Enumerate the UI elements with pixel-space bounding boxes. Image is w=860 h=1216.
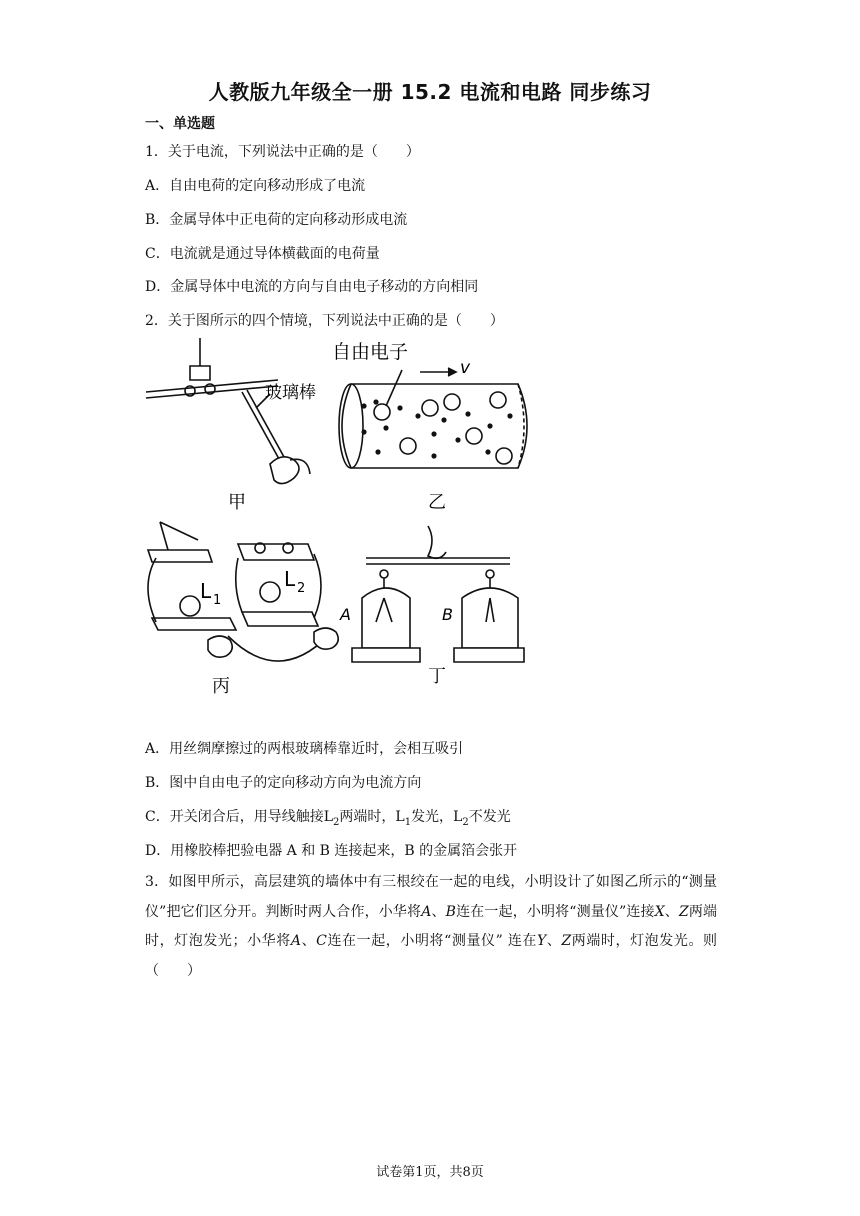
- label-free-electron: 自由电子: [332, 341, 409, 363]
- q2-option-d: D．用橡胶棒把验电器 A 和 B 连接起来，B 的金属箔会张开: [145, 843, 518, 859]
- page-footer: 试卷第1页，共8页: [376, 1165, 484, 1180]
- figure-ding: [352, 526, 524, 662]
- section-heading: 一、单选题: [145, 116, 215, 132]
- figure-bing: [148, 522, 338, 661]
- label-jia: 甲: [228, 492, 246, 513]
- label-velocity: v: [460, 358, 471, 378]
- q1-option-d: D．金属导体中电流的方向与自由电子移动的方向相同: [145, 279, 479, 295]
- label-yi: 乙: [428, 492, 446, 513]
- label-L2: L: [284, 567, 296, 591]
- q2-figure: [138, 336, 538, 700]
- q2-stem: 2．关于图所示的四个情境，下列说法中正确的是（ ）: [145, 313, 504, 329]
- q2-option-b: B．图中自由电子的定向移动方向为电流方向: [145, 775, 422, 791]
- label-L2-sub: 2: [297, 581, 306, 596]
- q1-option-a: A．自由电荷的定向移动形成了电流: [145, 178, 366, 194]
- q1-option-b: B．金属导体中正电荷的定向移动形成电流: [145, 212, 408, 228]
- figure-jia: [146, 338, 310, 484]
- label-electroscope-B: B: [442, 605, 453, 624]
- q2-option-a: A．用丝绸摩擦过的两根玻璃棒靠近时，会相互吸引: [145, 741, 464, 757]
- q1-option-c: C．电流就是通过导体横截面的电荷量: [145, 246, 380, 262]
- label-electroscope-A: A: [340, 605, 351, 624]
- label-glass-rod: 玻璃棒: [265, 383, 316, 403]
- q3-stem: 3．如图甲所示，高层建筑的墙体中有三根绞在一起的电线，小明设计了如图乙所示的“测量仪”把它们区分开。判断时两人合作，小华将A、B连在一起，小明将“测量仪”连接X、Z两端时，灯泡发光；小华将A、C连在一起，小明将“测量仪” 连在Y、Z两端时，灯泡发光。则（ ）: [145, 874, 718, 979]
- label-L1-sub: 1: [213, 593, 222, 608]
- q2-option-c: C．开关闭合后，用导线触接$L_2$两端时，$L_1$发光，$L_2$不发光: [145, 809, 511, 828]
- figure-yi: [339, 368, 527, 468]
- label-ding: 丁: [428, 666, 446, 687]
- label-bing: 丙: [212, 676, 230, 697]
- label-L1: L: [200, 579, 212, 603]
- q1-stem: 1．关于电流，下列说法中正确的是（ ）: [145, 144, 420, 160]
- page-title: 人教版九年级全一册 15.2 电流和电路 同步练习: [208, 80, 652, 104]
